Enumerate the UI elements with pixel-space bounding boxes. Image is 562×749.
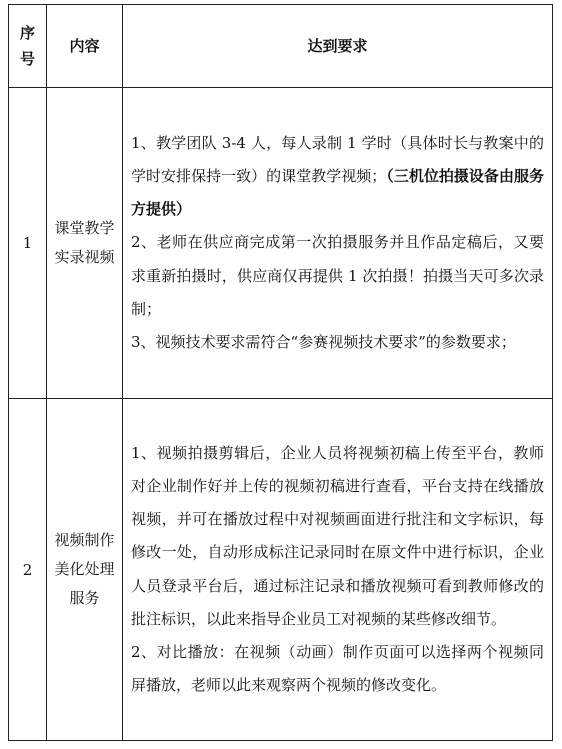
row-requirements [123,88,553,399]
header-seq-label: 序号 [19,24,35,68]
row-category [47,399,123,741]
requirement-item: 1、视频拍摄剪辑后，企业人员将视频初稿上传至平台，教师对企业制作好并上传的视频初稿进行查看，平台支持在线播放视频，并可在播放过程中对视频画面进行批注和文字标识，每修改一处，自动形成标注记录同时在原文件中进行标识，企业人员登录平台后，通过标注记录和播放视频可看到教师修改的批注标识，以此来指导企业员工对视频的某些修改细节。 [131,443,544,628]
header-requirement-label: 达到要求 [307,37,368,55]
header-requirement [123,5,553,88]
requirements-table [8,4,553,741]
row-category-label: 视频制作美化处理服务 [54,531,115,607]
requirement-item: 2、对比播放：在视频（动画）制作页面可以选择两个视频同屏播放，老师以此来观察两个视频的修改变化。 [131,642,544,695]
requirement-bold-note: （三机位拍摄设备由服务方提供） [131,166,544,219]
table-row [9,88,553,399]
requirement-item [131,127,544,227]
row-category [47,88,123,399]
requirement-text: 1、教学团队 3-4 人，每人录制 1 学时（具体时长与教案中的学时安排保持一致）的课堂教学视频； [131,133,544,185]
requirement-item: 3、视频技术要求需符合“参赛视频技术要求”的参数要求； [131,333,516,351]
row-requirements [123,399,553,741]
table-header-row [9,5,553,88]
header-seq [9,5,47,88]
row-number: 2 [9,399,47,741]
table-row [9,399,553,741]
requirement-item: 2、老师在供应商完成第一次拍摄服务并且作品定稿后，又要求重新拍摄时，供应商仅再提供 1 次拍摄！拍摄当天可多次录制； [131,233,544,318]
header-content-label: 内容 [69,37,100,55]
row-number: 1 [9,88,47,399]
row-category-label: 课堂教学实录视频 [54,219,115,266]
header-content [47,5,123,88]
